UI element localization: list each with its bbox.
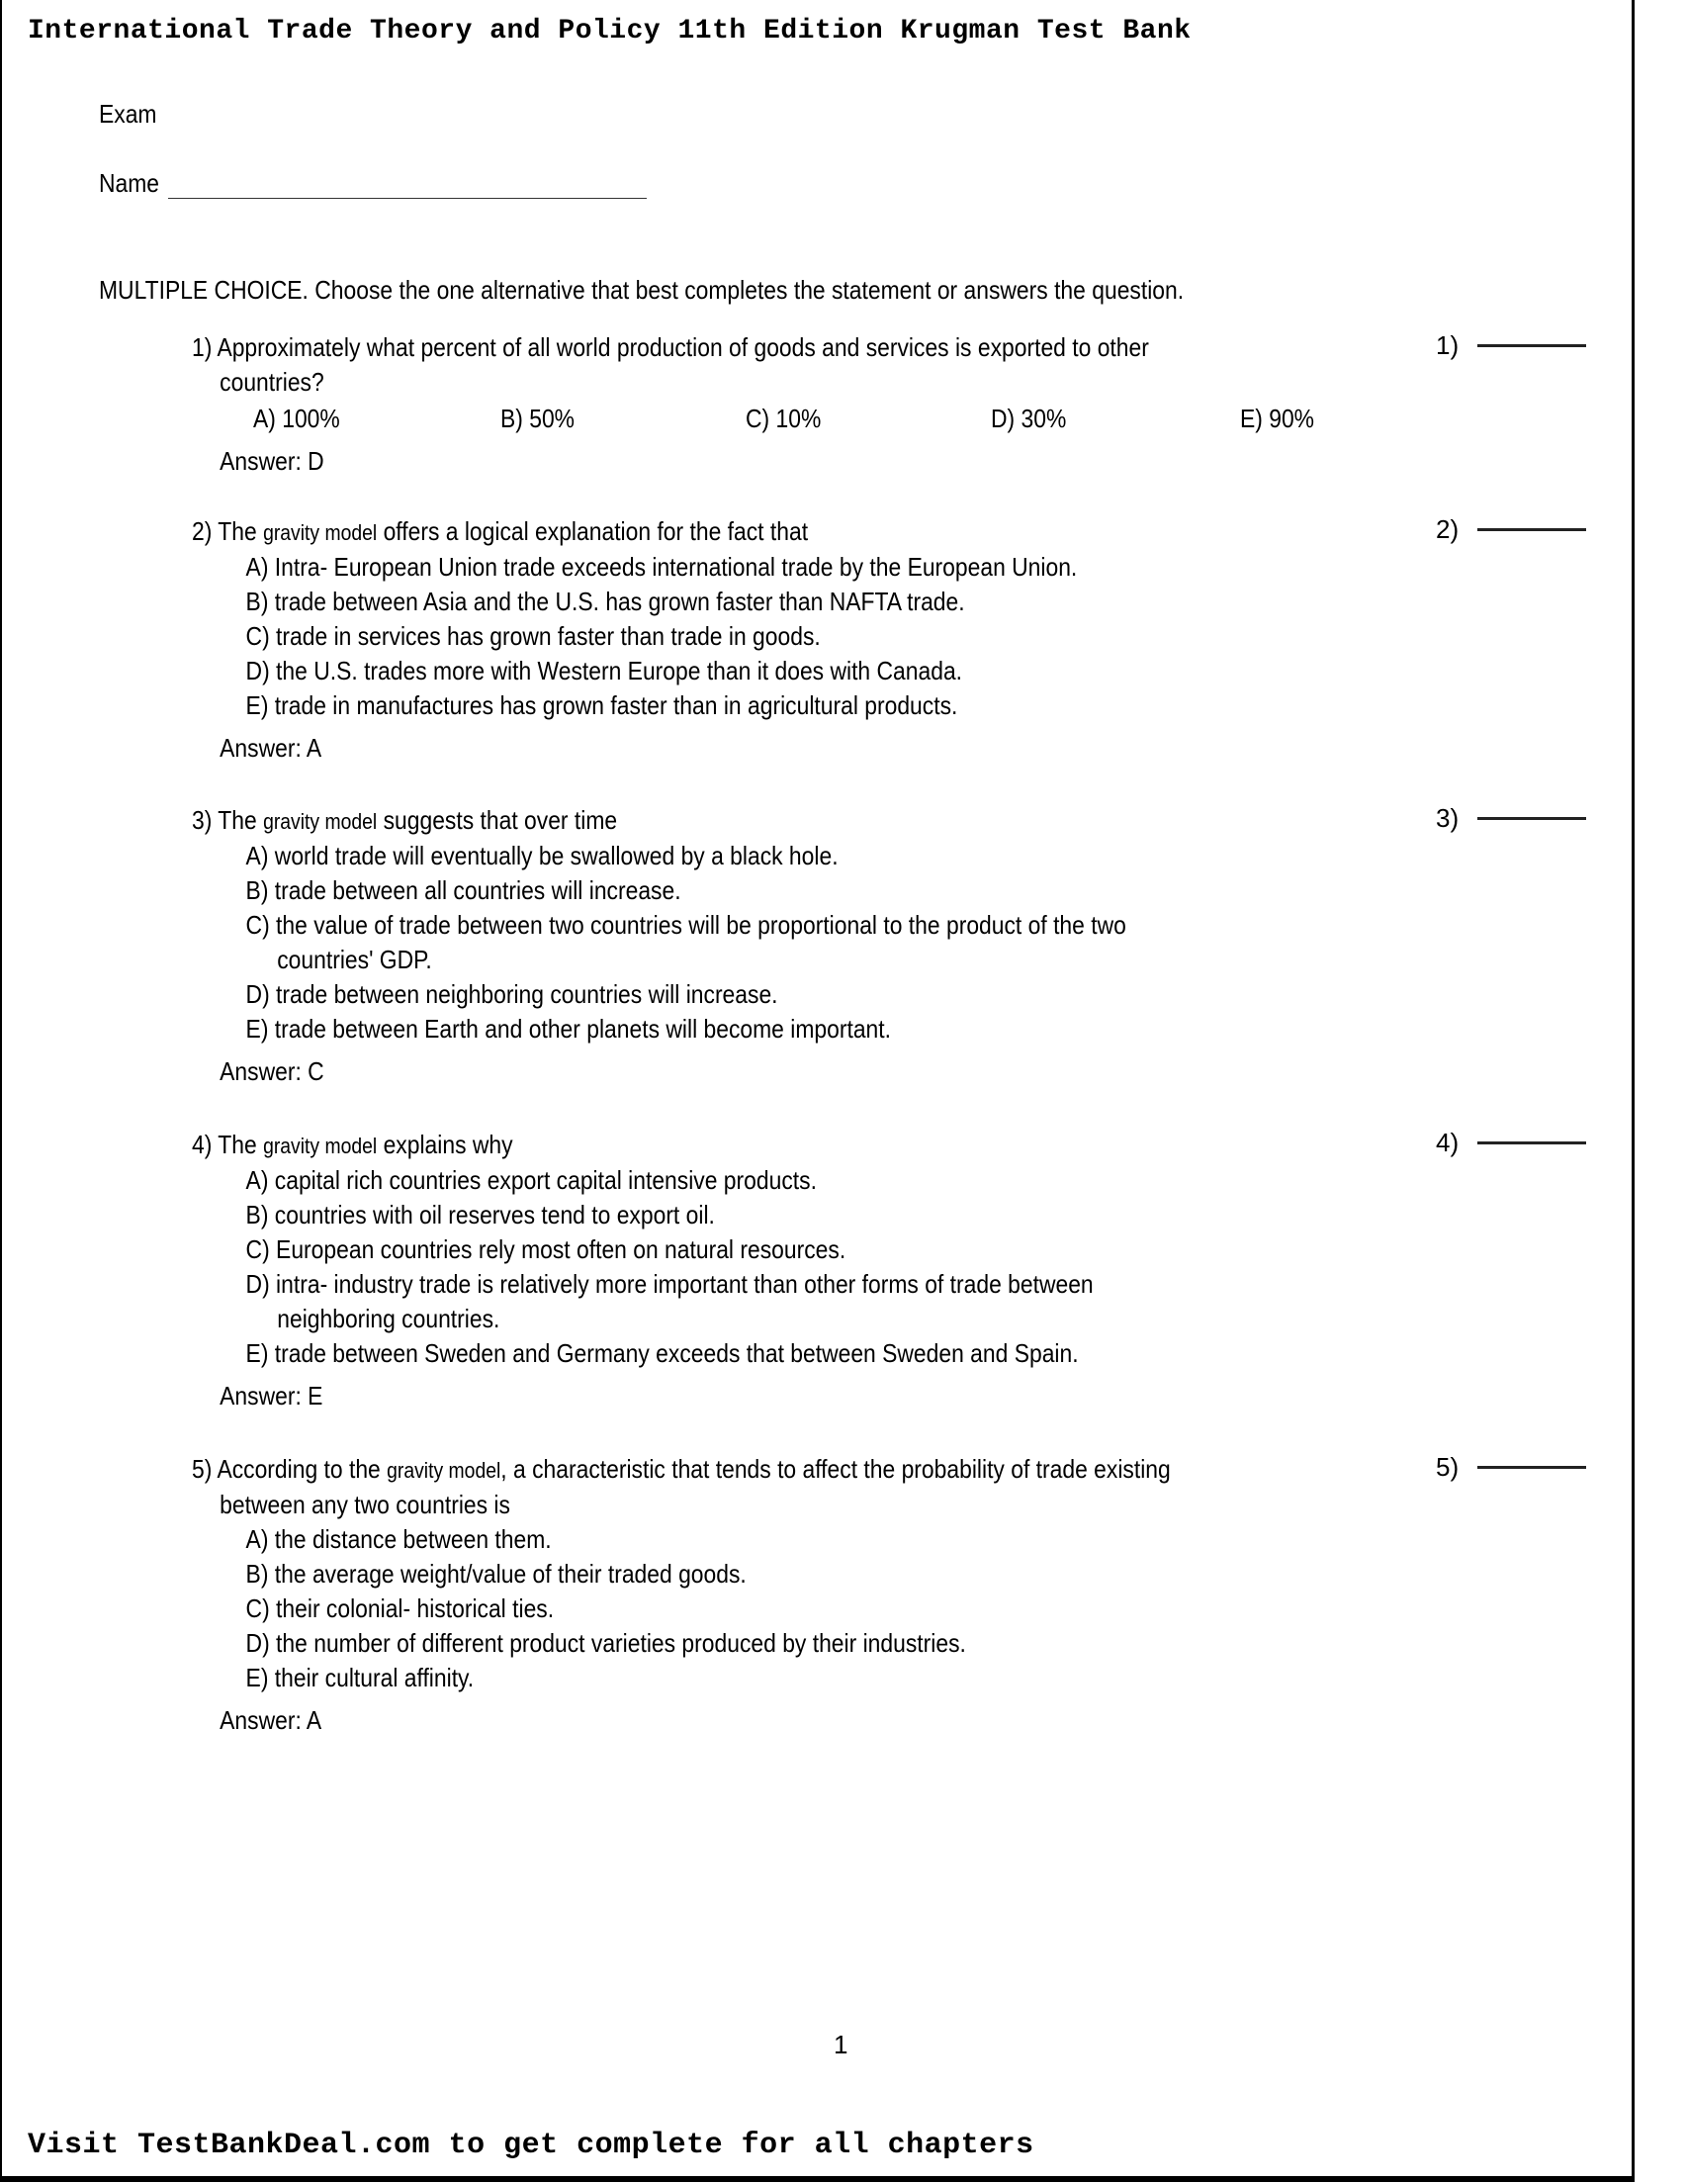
option-b: B) 50% bbox=[500, 404, 576, 433]
option-c-cont: countries' GDP. bbox=[277, 945, 432, 974]
document-title: International Trade Theory and Policy 11th Edition Krugman Test Bank bbox=[28, 16, 1192, 46]
option-e: E) trade between Earth and other planets will become important. bbox=[245, 1014, 891, 1044]
option-c: C) trade in services has grown faster than trade in goods. bbox=[245, 621, 821, 651]
option-d: D) the number of different product varieties produced by their industries. bbox=[245, 1628, 966, 1658]
answer: Answer: C bbox=[220, 1056, 324, 1086]
question-stem: 5) According to the gravity model, a characteristic that tends to affect the probability of trade existing bbox=[192, 1454, 1171, 1484]
option-d: D) intra- industry trade is relatively more important than other forms of trade between bbox=[245, 1269, 1094, 1299]
name-field bbox=[99, 168, 647, 199]
answer: Answer: A bbox=[220, 1705, 322, 1735]
option-b: B) countries with oil reserves tend to export oil. bbox=[245, 1200, 715, 1229]
option-e: E) trade between Sweden and Germany exceeds that between Sweden and Spain. bbox=[245, 1338, 1079, 1368]
answer-blank-2[interactable] bbox=[1477, 528, 1586, 531]
options-row bbox=[192, 402, 1626, 436]
option-a: A) the distance between them. bbox=[245, 1524, 552, 1554]
question-stem: 2) The gravity model offers a logical explanation for the fact that bbox=[192, 516, 809, 546]
answer: Answer: E bbox=[220, 1381, 323, 1410]
question-stem: 4) The gravity model explains why bbox=[192, 1130, 513, 1159]
name-label: Name bbox=[99, 168, 160, 198]
question-stem: 1) Approximately what percent of all world production of goods and services is exported to other bbox=[192, 332, 1149, 362]
answer: Answer: D bbox=[220, 446, 324, 476]
question-2 bbox=[192, 514, 1626, 766]
question-1 bbox=[192, 330, 1626, 479]
option-d-cont: neighboring countries. bbox=[277, 1304, 500, 1333]
answer: Answer: A bbox=[220, 733, 322, 763]
option-c: C) 10% bbox=[746, 404, 822, 433]
option-e: E) their cultural affinity. bbox=[245, 1663, 475, 1692]
option-d: D) trade between neighboring countries will increase. bbox=[245, 979, 778, 1009]
option-e: E) trade in manufactures has grown faster than in agricultural products. bbox=[245, 690, 958, 720]
page-number: 1 bbox=[834, 2030, 848, 2059]
answer-blank-4[interactable] bbox=[1477, 1141, 1586, 1144]
option-e: E) 90% bbox=[1240, 404, 1315, 433]
option-c: C) European countries rely most often on natural resources. bbox=[245, 1234, 846, 1264]
option-c: C) the value of trade between two countries will be proportional to the product of the two bbox=[245, 910, 1126, 940]
question-5 bbox=[192, 1452, 1626, 1738]
question-stem-cont: between any two countries is bbox=[220, 1490, 510, 1519]
option-b: B) the average weight/value of their traded goods. bbox=[245, 1559, 747, 1589]
option-b: B) trade between Asia and the U.S. has grown faster than NAFTA trade. bbox=[245, 587, 965, 616]
option-d: D) the U.S. trades more with Western Europe than it does with Canada. bbox=[245, 656, 963, 685]
answer-slot-label-1: 1) bbox=[1436, 330, 1460, 360]
answer-slot-label-3: 3) bbox=[1436, 803, 1460, 833]
footer-promo-text: Visit TestBankDeal.com to get complete for all chapters bbox=[28, 2129, 1034, 2162]
answer-slot-label-2: 2) bbox=[1436, 514, 1460, 544]
answer-slot-label-4: 4) bbox=[1436, 1128, 1460, 1157]
question-stem-cont: countries? bbox=[220, 367, 324, 397]
option-a: A) world trade will eventually be swallowed by a black hole. bbox=[245, 841, 839, 870]
option-c: C) their colonial- historical ties. bbox=[245, 1593, 555, 1623]
question-stem: 3) The gravity model suggests that over time bbox=[192, 805, 618, 835]
question-3 bbox=[192, 803, 1626, 1089]
name-blank-line bbox=[168, 172, 647, 199]
answer-blank-5[interactable] bbox=[1477, 1466, 1586, 1469]
option-d: D) 30% bbox=[991, 404, 1067, 433]
option-a: A) capital rich countries export capital intensive products. bbox=[245, 1165, 817, 1195]
answer-blank-3[interactable] bbox=[1477, 817, 1586, 820]
instructions: MULTIPLE CHOICE. Choose the one alternative that best completes the statement or answers the question. bbox=[99, 275, 1185, 305]
option-a: A) 100% bbox=[253, 404, 340, 433]
option-a: A) Intra- European Union trade exceeds international trade by the European Union. bbox=[245, 552, 1078, 582]
answer-blank-1[interactable] bbox=[1477, 344, 1586, 347]
answer-slot-label-5: 5) bbox=[1436, 1452, 1460, 1482]
option-b: B) trade between all countries will increase. bbox=[245, 875, 681, 905]
exam-label: Exam bbox=[99, 99, 157, 129]
question-4 bbox=[192, 1128, 1626, 1413]
